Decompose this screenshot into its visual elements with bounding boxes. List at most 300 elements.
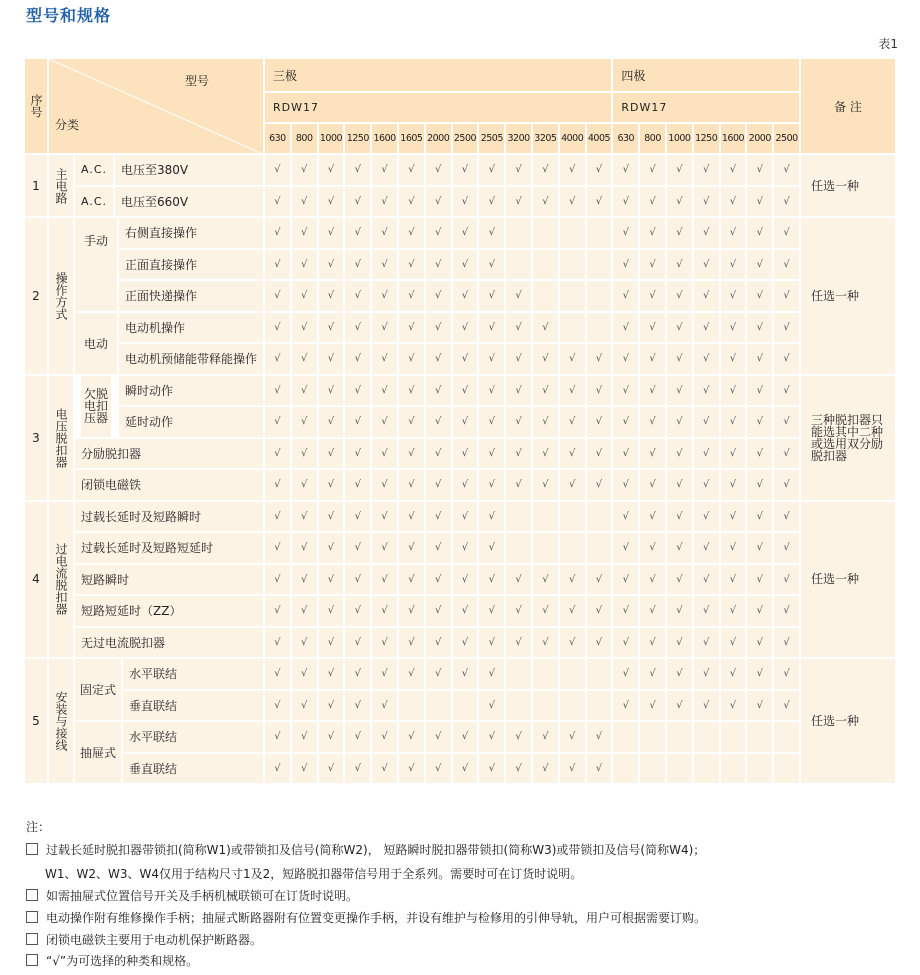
note-5: “√”为可选择的种类和规格。: [26, 952, 198, 969]
check-mark: √: [506, 155, 531, 185]
check-mark: √: [721, 659, 746, 689]
empty-cell: [533, 250, 558, 280]
size-header: 1250: [694, 124, 719, 153]
empty-cell: [587, 502, 612, 532]
check-mark: √: [774, 502, 799, 532]
empty-cell: [533, 502, 558, 532]
check-mark: √: [319, 376, 344, 406]
check-mark: √: [399, 659, 424, 689]
check-mark: √: [774, 691, 799, 721]
check-mark: √: [774, 596, 799, 626]
check-mark: √: [372, 754, 397, 784]
check-mark: √: [345, 628, 370, 658]
row-label: 垂直联结: [123, 691, 263, 721]
check-mark: √: [587, 754, 612, 784]
check-mark: √: [560, 470, 585, 500]
empty-cell: [667, 722, 692, 752]
check-mark: √: [372, 596, 397, 626]
check-mark: √: [667, 344, 692, 374]
check-mark: √: [292, 187, 317, 217]
check-mark: √: [774, 376, 799, 406]
check-mark: √: [345, 155, 370, 185]
check-mark: √: [345, 313, 370, 343]
empty-cell: [694, 722, 719, 752]
header-diagonal: [25, 59, 265, 155]
check-mark: √: [426, 250, 451, 280]
check-mark: √: [319, 533, 344, 563]
check-mark: √: [694, 187, 719, 217]
check-mark: √: [747, 533, 772, 563]
check-mark: √: [613, 218, 638, 248]
check-mark: √: [774, 533, 799, 563]
group-seq: 4: [25, 502, 47, 658]
check-mark: √: [774, 565, 799, 595]
check-mark: √: [640, 659, 665, 689]
check-mark: √: [667, 218, 692, 248]
check-mark: √: [265, 155, 290, 185]
checkbox-icon: [26, 843, 38, 855]
check-mark: √: [479, 250, 504, 280]
check-mark: √: [506, 281, 531, 311]
check-mark: √: [479, 659, 504, 689]
row-label: 电压至380V: [115, 155, 263, 185]
check-mark: √: [453, 155, 478, 185]
check-mark: √: [694, 628, 719, 658]
check-mark: √: [533, 628, 558, 658]
check-mark: √: [774, 313, 799, 343]
check-mark: √: [479, 187, 504, 217]
check-mark: √: [506, 470, 531, 500]
check-mark: √: [479, 596, 504, 626]
check-mark: √: [453, 344, 478, 374]
check-mark: √: [292, 533, 317, 563]
check-mark: √: [292, 691, 317, 721]
group-seq: 2: [25, 218, 47, 374]
check-mark: √: [399, 313, 424, 343]
check-mark: √: [319, 313, 344, 343]
group-remark: 任选一种: [801, 218, 895, 374]
check-mark: √: [265, 313, 290, 343]
check-mark: √: [479, 439, 504, 469]
check-mark: √: [587, 596, 612, 626]
check-mark: √: [640, 313, 665, 343]
check-mark: √: [399, 439, 424, 469]
check-mark: √: [747, 155, 772, 185]
size-header: 2000: [426, 124, 451, 153]
check-mark: √: [399, 187, 424, 217]
check-mark: √: [533, 187, 558, 217]
check-mark: √: [587, 407, 612, 437]
check-mark: √: [292, 344, 317, 374]
header-model-label: 型号: [185, 73, 210, 88]
check-mark: √: [613, 281, 638, 311]
notes-heading: 注：: [26, 820, 51, 834]
check-mark: √: [506, 313, 531, 343]
group-remark: 任选一种: [801, 502, 895, 658]
check-mark: √: [319, 218, 344, 248]
ac-label: A.C.: [75, 187, 113, 217]
check-mark: √: [506, 565, 531, 595]
check-mark: √: [292, 376, 317, 406]
check-mark: √: [265, 439, 290, 469]
empty-cell: [560, 250, 585, 280]
empty-cell: [533, 533, 558, 563]
check-mark: √: [292, 313, 317, 343]
empty-cell: [587, 533, 612, 563]
manual-label: 手动: [75, 218, 117, 311]
check-mark: √: [345, 218, 370, 248]
check-mark: √: [372, 218, 397, 248]
empty-cell: [399, 691, 424, 721]
check-mark: √: [479, 313, 504, 343]
check-mark: √: [292, 754, 317, 784]
check-mark: √: [560, 155, 585, 185]
check-mark: √: [372, 376, 397, 406]
check-mark: √: [292, 218, 317, 248]
check-mark: √: [560, 439, 585, 469]
empty-cell: [747, 754, 772, 784]
empty-cell: [774, 722, 799, 752]
check-mark: √: [640, 155, 665, 185]
check-mark: √: [694, 281, 719, 311]
check-mark: √: [721, 250, 746, 280]
check-mark: √: [265, 659, 290, 689]
check-mark: √: [640, 533, 665, 563]
check-mark: √: [694, 313, 719, 343]
check-mark: √: [640, 344, 665, 374]
check-mark: √: [453, 596, 478, 626]
size-header: 800: [640, 124, 665, 153]
size-header: 630: [265, 124, 290, 153]
check-mark: √: [265, 218, 290, 248]
check-mark: √: [533, 596, 558, 626]
check-mark: √: [372, 407, 397, 437]
check-mark: √: [506, 407, 531, 437]
check-mark: √: [721, 407, 746, 437]
check-mark: √: [399, 533, 424, 563]
check-mark: √: [506, 628, 531, 658]
size-header: 1250: [345, 124, 370, 153]
check-mark: √: [613, 407, 638, 437]
empty-cell: [560, 218, 585, 248]
group-remark: 任选一种: [801, 155, 895, 216]
check-mark: √: [453, 470, 478, 500]
check-mark: √: [426, 281, 451, 311]
check-mark: √: [399, 376, 424, 406]
empty-cell: [453, 691, 478, 721]
check-mark: √: [399, 565, 424, 595]
check-mark: √: [426, 218, 451, 248]
check-mark: √: [613, 565, 638, 595]
check-mark: √: [694, 376, 719, 406]
empty-cell: [721, 722, 746, 752]
group-name: 安装与接线: [49, 659, 73, 783]
check-mark: √: [345, 691, 370, 721]
size-header: 800: [292, 124, 317, 153]
check-mark: √: [533, 376, 558, 406]
check-mark: √: [372, 439, 397, 469]
check-mark: √: [667, 596, 692, 626]
empty-cell: [533, 659, 558, 689]
check-mark: √: [426, 376, 451, 406]
check-mark: √: [613, 439, 638, 469]
check-mark: √: [613, 659, 638, 689]
size-header: 2500: [453, 124, 478, 153]
check-mark: √: [399, 250, 424, 280]
group-seq: 5: [25, 659, 47, 783]
empty-cell: [506, 659, 531, 689]
check-mark: √: [479, 722, 504, 752]
empty-cell: [640, 754, 665, 784]
table-number: 表1: [878, 37, 898, 51]
check-mark: √: [613, 376, 638, 406]
check-mark: √: [747, 628, 772, 658]
row-label: 无过电流脱扣器: [75, 628, 263, 658]
check-mark: √: [372, 344, 397, 374]
check-mark: √: [345, 502, 370, 532]
group-seq: 1: [25, 155, 47, 216]
check-mark: √: [721, 187, 746, 217]
empty-cell: [426, 691, 451, 721]
group-name: 操作方式: [49, 218, 73, 374]
check-mark: √: [265, 691, 290, 721]
check-mark: √: [319, 470, 344, 500]
checkbox-icon: [26, 933, 38, 945]
check-mark: √: [426, 344, 451, 374]
check-mark: √: [506, 596, 531, 626]
check-mark: √: [640, 565, 665, 595]
check-mark: √: [453, 628, 478, 658]
empty-cell: [560, 659, 585, 689]
check-mark: √: [345, 439, 370, 469]
ac-label: A.C.: [75, 155, 113, 185]
check-mark: √: [345, 281, 370, 311]
check-mark: √: [613, 155, 638, 185]
check-mark: √: [747, 313, 772, 343]
check-mark: √: [319, 344, 344, 374]
check-mark: √: [453, 565, 478, 595]
checkbox-icon: [26, 911, 38, 923]
check-mark: √: [640, 376, 665, 406]
check-mark: √: [265, 565, 290, 595]
check-mark: √: [747, 250, 772, 280]
empty-cell: [587, 281, 612, 311]
check-mark: √: [667, 533, 692, 563]
checkbox-icon: [26, 954, 38, 966]
check-mark: √: [640, 628, 665, 658]
check-mark: √: [372, 155, 397, 185]
empty-cell: [747, 722, 772, 752]
check-mark: √: [372, 187, 397, 217]
check-mark: √: [721, 376, 746, 406]
check-mark: √: [613, 691, 638, 721]
check-mark: √: [265, 187, 290, 217]
check-mark: √: [479, 281, 504, 311]
check-mark: √: [453, 250, 478, 280]
check-mark: √: [453, 281, 478, 311]
empty-cell: [613, 722, 638, 752]
check-mark: √: [506, 187, 531, 217]
check-mark: √: [694, 407, 719, 437]
check-mark: √: [694, 439, 719, 469]
check-mark: √: [774, 439, 799, 469]
check-mark: √: [479, 502, 504, 532]
check-mark: √: [345, 659, 370, 689]
check-mark: √: [399, 596, 424, 626]
check-mark: √: [372, 313, 397, 343]
check-mark: √: [319, 754, 344, 784]
size-header: 1000: [319, 124, 344, 153]
check-mark: √: [721, 502, 746, 532]
row-label: 水平联结: [123, 722, 263, 752]
check-mark: √: [560, 344, 585, 374]
check-mark: √: [453, 754, 478, 784]
check-mark: √: [667, 313, 692, 343]
check-mark: √: [399, 155, 424, 185]
check-mark: √: [345, 565, 370, 595]
check-mark: √: [506, 439, 531, 469]
check-mark: √: [292, 155, 317, 185]
size-header: 2505: [479, 124, 504, 153]
empty-cell: [560, 502, 585, 532]
check-mark: √: [640, 407, 665, 437]
check-mark: √: [640, 691, 665, 721]
check-mark: √: [265, 628, 290, 658]
check-mark: √: [453, 376, 478, 406]
check-mark: √: [774, 187, 799, 217]
check-mark: √: [319, 250, 344, 280]
check-mark: √: [587, 439, 612, 469]
check-mark: √: [479, 565, 504, 595]
check-mark: √: [721, 439, 746, 469]
check-mark: √: [587, 565, 612, 595]
check-mark: √: [613, 187, 638, 217]
check-mark: √: [399, 344, 424, 374]
check-mark: √: [426, 659, 451, 689]
check-mark: √: [506, 754, 531, 784]
check-mark: √: [479, 376, 504, 406]
check-mark: √: [587, 470, 612, 500]
check-mark: √: [265, 754, 290, 784]
check-mark: √: [533, 439, 558, 469]
check-mark: √: [399, 754, 424, 784]
group-remark: 三种脱扣器只能选其中二种或选用双分励脱扣器: [801, 376, 895, 500]
check-mark: √: [399, 281, 424, 311]
check-mark: √: [453, 659, 478, 689]
empty-cell: [694, 754, 719, 784]
check-mark: √: [667, 376, 692, 406]
check-mark: √: [453, 187, 478, 217]
empty-cell: [587, 691, 612, 721]
check-mark: √: [292, 281, 317, 311]
empty-cell: [774, 754, 799, 784]
check-mark: √: [319, 659, 344, 689]
check-mark: √: [292, 439, 317, 469]
check-mark: √: [721, 470, 746, 500]
check-mark: √: [426, 502, 451, 532]
check-mark: √: [345, 722, 370, 752]
check-mark: √: [560, 628, 585, 658]
check-mark: √: [319, 596, 344, 626]
check-mark: √: [506, 376, 531, 406]
group-name: 主电路: [49, 155, 73, 216]
row-label: 分励脱扣器: [75, 439, 263, 469]
size-header: 1600: [372, 124, 397, 153]
empty-cell: [506, 691, 531, 721]
check-mark: √: [774, 344, 799, 374]
check-mark: √: [560, 596, 585, 626]
check-mark: √: [721, 691, 746, 721]
check-mark: √: [694, 565, 719, 595]
check-mark: √: [747, 691, 772, 721]
spec-table: [25, 59, 897, 786]
check-mark: √: [747, 407, 772, 437]
undervoltage-label: 欠脱电扣压器: [81, 376, 111, 437]
check-mark: √: [667, 250, 692, 280]
check-mark: √: [372, 722, 397, 752]
check-mark: √: [721, 281, 746, 311]
check-mark: √: [319, 502, 344, 532]
check-mark: √: [694, 502, 719, 532]
group-name: 过电流脱扣器: [49, 502, 73, 658]
check-mark: √: [426, 533, 451, 563]
size-header: 4000: [560, 124, 585, 153]
check-mark: √: [533, 722, 558, 752]
check-mark: √: [747, 344, 772, 374]
drawer-label: 抽屉式: [75, 722, 121, 783]
check-mark: √: [265, 596, 290, 626]
check-mark: √: [292, 565, 317, 595]
check-mark: √: [265, 250, 290, 280]
check-mark: √: [453, 722, 478, 752]
check-mark: √: [506, 722, 531, 752]
empty-cell: [506, 533, 531, 563]
check-mark: √: [345, 187, 370, 217]
check-mark: √: [747, 596, 772, 626]
check-mark: √: [640, 596, 665, 626]
check-mark: √: [533, 754, 558, 784]
check-mark: √: [694, 533, 719, 563]
check-mark: √: [292, 407, 317, 437]
note-1: 过载长延时脱扣器带锁扣(简称W1)或带锁扣及信号(简称W2)， 短路瞬时脱扣器带锁扣(简称W3)或带锁扣及信号(简称W4)；: [26, 841, 705, 858]
check-mark: √: [453, 313, 478, 343]
check-mark: √: [694, 218, 719, 248]
check-mark: √: [265, 533, 290, 563]
empty-cell: [533, 281, 558, 311]
check-mark: √: [399, 470, 424, 500]
header-model-four: RDW17: [613, 93, 799, 122]
check-mark: √: [533, 470, 558, 500]
check-mark: √: [667, 439, 692, 469]
check-mark: √: [587, 628, 612, 658]
check-mark: √: [372, 502, 397, 532]
check-mark: √: [694, 691, 719, 721]
row-label: 过载长延时及短路瞬时: [75, 502, 263, 532]
check-mark: √: [292, 502, 317, 532]
fixed-label: 固定式: [75, 659, 121, 720]
note-1-continued: W1、W2、W3、W4仅用于结构尺寸1及2，短路脱扣器带信号用于全系列。需要时可在订货时说明。: [45, 867, 583, 881]
check-mark: √: [560, 722, 585, 752]
empty-cell: [640, 722, 665, 752]
empty-cell: [587, 250, 612, 280]
check-mark: √: [426, 155, 451, 185]
check-mark: √: [426, 596, 451, 626]
check-mark: √: [426, 628, 451, 658]
check-mark: √: [453, 439, 478, 469]
empty-cell: [721, 754, 746, 784]
check-mark: √: [399, 628, 424, 658]
electric-label: 电动: [75, 313, 117, 374]
